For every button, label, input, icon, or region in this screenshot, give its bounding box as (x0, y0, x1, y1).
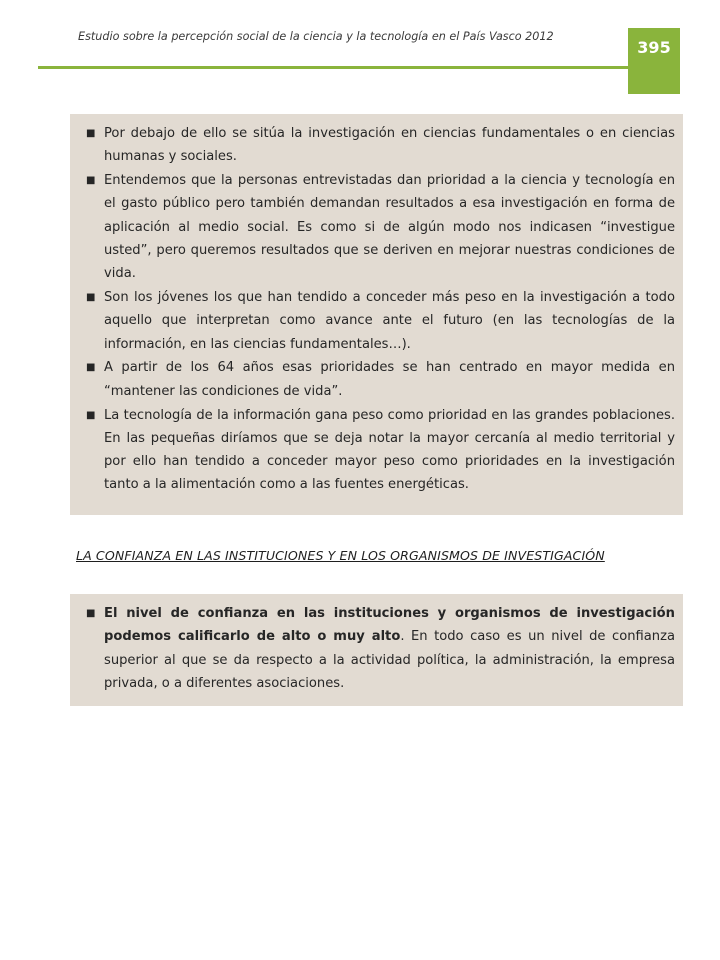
list-item: ■ Entendemos que la personas entrevistadas dan prioridad a la ciencia y tecnología en el gasto público pero también demandan resultados a esa investigación en forma de aplicación al medio social. Es como si de algún modo nos indicasen “investigue usted”, pero queremos resultados que se deriven en mejorar nuestras condiciones de vida. (86, 169, 675, 285)
confidence-box (70, 594, 683, 706)
list-item: ■ La tecnología de la información gana peso como prioridad en las grandes poblaciones. En las pequeñas diríamos que se deja notar la mayor cercanía al medio territorial y por ello han tendido a conceder mayor peso como prioridades en la investigación tanto a la alimentación como a las fuentes energéticas. (86, 404, 675, 497)
section-heading: LA CONFIANZA EN LAS INSTITUCIONES Y EN LOS ORGANISMOS DE INVESTIGACIÓN (76, 548, 605, 563)
page-number-badge (628, 28, 680, 94)
statement-continuation: . En todo caso es un nivel de confianza superior al que se da respecto a la actividad política, la administración, la empresa privada, o a diferentes asociaciones. (104, 629, 675, 691)
header-divider (38, 66, 630, 69)
findings-box (70, 114, 683, 515)
bullet-square-icon: ■ (86, 608, 96, 619)
bullet-square-icon: ■ (86, 175, 96, 187)
list-item: ■ Son los jóvenes los que han tendido a conceder más peso en la investigación a todo aquello que interpretan como avance ante el futuro (en las tecnologías de la información, en las ciencias fundamentales…). (86, 286, 675, 356)
list-item (86, 602, 675, 695)
running-header: Estudio sobre la percepción social de la ciencia y la tecnología en el País Vasco 2012 (78, 30, 554, 43)
bullet-square-icon: ■ (86, 409, 96, 421)
bullet-square-icon: ■ (86, 362, 96, 374)
bullet-square-icon: ■ (86, 292, 96, 304)
bold-statement: El nivel de confianza en las instituciones y organismos de investigación podemos calificarlo de alto o muy alto (104, 606, 675, 645)
list-item: ■ A partir de los 64 años esas prioridades se han centrado en mayor medida en “mantener las condiciones de vida”. (86, 356, 675, 403)
page-number: 395 (637, 38, 671, 57)
bullet-square-icon: ■ (86, 128, 96, 139)
list-item: ■ Por debajo de ello se sitúa la investigación en ciencias fundamentales o en ciencias humanas y sociales. (86, 122, 675, 169)
